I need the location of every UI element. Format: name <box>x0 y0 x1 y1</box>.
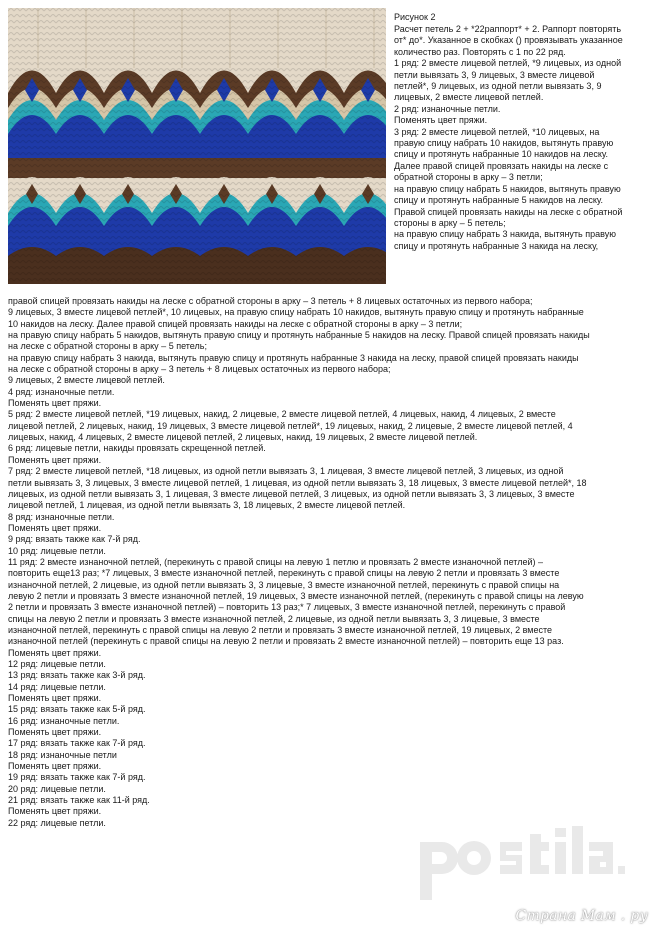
instruction-line: 9 лицевых, 3 вместе лицевой петлей*, 10 лицевых, на правую спицу набрать 10 накидов, вытянуть правую спицу и протянуть набранные <box>8 307 584 318</box>
instruction-line: 12 ряд: лицевые петли. <box>8 659 106 669</box>
instruction-line: 10 накидов на леску. Далее правой спицей провязать накиды на леске с обратной стороны в арку – 3 петли; <box>8 318 463 329</box>
instruction-line: 13 ряд: вязать также как 3-й ряд. <box>8 670 146 681</box>
knitting-photo-image <box>8 8 386 284</box>
instruction-line: на правую спицу набрать 3 накида, вытянуть правую спицу и протянуть набранные 3 накида на леску, правой спицей провязать накиды <box>8 352 579 363</box>
instruction-line: от* до*. Указанное в скобках () провязывать указанное <box>394 35 623 46</box>
instruction-line: Поменять цвет пряжи. <box>8 727 102 738</box>
instruction-line: правую спицу набрать 10 накидов, вытянуть правую <box>394 138 614 149</box>
instruction-line: спицу и протянуть набранные 10 накидов на леску. <box>394 149 608 160</box>
instruction-line: Поменять цвет пряжи. <box>8 647 102 658</box>
instruction-line: Поменять цвет пряжи. <box>8 761 102 772</box>
instruction-line: 9 лицевых, 2 вместе лицевой петлей. <box>8 375 165 386</box>
instruction-line: 16 ряд: изнаночные петли. <box>8 715 120 726</box>
instruction-line: 3 ряд: 2 вместе лицевой петлей, *10 лицевых, на <box>394 126 600 137</box>
instruction-line: лицевых, 2 вместе лицевой петлей. <box>394 92 544 103</box>
instruction-line: петли вывязать 3, 3 лицевых, 3 вместе лицевой петлей, 1 лицевая, из одной петли вывязать 3, 18 лицевых, 3 вместе лицевой петлей*, 18 <box>8 477 587 488</box>
instruction-line: 18 ряд: изнаночные петли <box>8 749 117 760</box>
instruction-line: 4 ряд: изнаночные петли. <box>8 386 115 397</box>
instruction-line: лицевой петлей, 1 лицевая, из одной петли вывязать 3, 18 лицевых, 2 вместе лицевой петлей. <box>8 500 406 511</box>
instruction-line: 11 ряд: 2 вместе изнаночной петлей, (перекинуть с правой спицы на левую 1 петлю и провязать 2 вместе изнаночной петлей) – <box>8 556 544 567</box>
instruction-line: Поменять цвет пряжи. <box>8 398 102 409</box>
instruction-line: левую 2 петли и провязать 3 вместе изнаночной петлей, 19 лицевых, 3 вместе изнаночной петлей, (перекинуть с правой спицы на левую <box>8 590 584 601</box>
instruction-line: Поменять цвет пряжи. <box>8 693 102 704</box>
instruction-line: на правую спицу набрать 5 накидов, вытянуть правую спицу и протянуть набранные 5 накидов на леску. Правой спицей провязать накиды <box>8 330 590 341</box>
instruction-line: 9 ряд: вязать также как 7-й ряд. <box>8 534 141 545</box>
instruction-line: Правой спицей провязать накиды на леске с обратной <box>394 206 623 217</box>
instruction-line: 14 ряд: лицевые петли. <box>8 681 106 692</box>
instruction-line: изнаночной петлей, перекинуть с правой спицы на левую 2 петли и провязать 3 вместе изнаночной петлей, 19 лицевых, 2 вместе <box>8 624 553 635</box>
postila-watermark <box>414 812 650 930</box>
instruction-line: 2 петли и провязать 3 вместе изнаночной петлей) – повторить 13 раз;* 7 лицевых, 3 вместе изнаночной петлей, перекинуть с правой <box>8 602 566 613</box>
instruction-line: спицу и протянуть набранные 5 накидов на леску. <box>394 195 603 206</box>
strana-mam-watermark: Страна Мам . ру <box>515 908 648 924</box>
instruction-line: на правую спицу набрать 5 накидов, вытянуть правую <box>394 183 621 194</box>
instructions-side-column <box>394 24 652 252</box>
instruction-line: лицевых, накид, 4 лицевых, 2 вместе лицевой петлей, 2 лицевых, накид, 19 лицевых, 2 вместе лицевой петлей. <box>8 432 478 443</box>
instruction-line: 22 ряд: лицевые петли. <box>8 817 106 828</box>
instruction-line: 19 ряд: вязать также как 7-й ряд. <box>8 772 146 783</box>
instruction-line: повторить еще13 раз; *7 лицевых, 3 вместе изнаночной петлей, перекинуть с правой спицы на левую 2 петли и провязать 3 вместе <box>8 568 560 579</box>
instruction-line: 8 ряд: изнаночные петли. <box>8 511 115 522</box>
instruction-line: 7 ряд: 2 вместе лицевой петлей, *18 лицевых, из одной петли вывязать 3, 1 лицевая, 3 вместе лицевой петлей, 3 лицевых, из одной <box>8 466 564 477</box>
instruction-line: обратной стороны в арку – 3 петли; <box>394 172 543 183</box>
instruction-line: Далее правой спицей провязать накиды на леске с <box>394 160 609 171</box>
instruction-line: спицы на левую 2 петли и провязать 3 вместе изнаночной петлей, 2 лицевые, из одной петли вывязать 3, 3 лицевые, 3 вместе <box>8 613 540 624</box>
instruction-line: лицевых, из одной петли вывязать 3, 1 лицевая, 3 вместе лицевой петлей, 3 лицевых, из одной петли вывязать 3, 3 лицевых, 3 вместе <box>8 488 575 499</box>
instruction-line: 5 ряд: 2 вместе лицевой петлей, *19 лицевых, накид, 2 лицевые, 2 вместе лицевой петлей, 4 лицевых, накид, 4 лицевых, 2 вместе <box>8 409 556 420</box>
instruction-line: изнаночной петлей (перекинуть с правой спицы на левую 2 петли и провязать 2 вместе изнаночной петлей) – повторить еще 13 раз. <box>8 636 564 647</box>
instruction-line: 15 ряд: вязать также как 5-й ряд. <box>8 704 146 715</box>
instruction-line: 2 ряд: изнаночные петли. <box>394 103 501 114</box>
instruction-line: Расчет петель 2 + *22раппорт* + 2. Раппорт повторять <box>394 24 622 34</box>
instruction-line: Поменять цвет пряжи. <box>8 806 102 817</box>
pattern-title: Рисунок 2 <box>394 12 436 22</box>
instruction-line: количество раз. Повторять с 1 по 22 ряд. <box>394 46 566 57</box>
instruction-line: изнаночной петлей, 2 лицевые, из одной петли вывязать 3, 3 лицевые, 3 вместе изнаночной петлей, перекинуть с правой спицы на <box>8 579 560 590</box>
instruction-line: Поменять цвет пряжи. <box>8 454 102 465</box>
instruction-line: на правую спицу набрать 3 накида, вытянуть правую <box>394 229 616 240</box>
instruction-line: лицевой петлей, 2 лицевых, накид, 19 лицевых, 3 вместе лицевой петлей*, 19 лицевых, накид, 2 лицевые, 2 вместе лицевой петлей, 4 <box>8 420 573 431</box>
instruction-line: Поменять цвет пряжи. <box>394 115 488 126</box>
instruction-line: 6 ряд: лицевые петли, накиды провязать скрещенной петлей. <box>8 443 266 454</box>
instruction-line: на леске с обратной стороны в арку – 3 петель + 8 лицевых остаточных из первого набора; <box>8 364 391 375</box>
instruction-line: 20 ряд: лицевые петли. <box>8 783 106 794</box>
instruction-line: 17 ряд: вязать также как 7-й ряд. <box>8 738 146 749</box>
instructions-main-column <box>8 296 654 829</box>
instruction-line: правой спицей провязать накиды на леске с обратной стороны в арку – 3 петель + 8 лицевых остаточных из первого набора; <box>8 296 533 306</box>
instruction-line: 1 ряд: 2 вместе лицевой петлей, *9 лицевых, из одной <box>394 58 622 69</box>
instruction-line: петли вывязать 3, 9 лицевых, 3 вместе лицевой <box>394 69 595 80</box>
instruction-line: петлей*, 9 лицевых, из одной петли вывязать 3, 9 <box>394 81 602 92</box>
instruction-line: стороны в арку – 5 петель; <box>394 217 506 228</box>
knitting-pattern-photo <box>8 8 386 284</box>
instruction-line: Поменять цвет пряжи. <box>8 522 102 533</box>
instruction-line: 21 ряд: вязать также как 11-й ряд. <box>8 795 150 806</box>
instruction-line: 10 ряд: лицевые петли. <box>8 545 106 556</box>
instruction-line: спицу и протянуть набранные 3 накида на леску, <box>394 240 599 251</box>
instruction-line: на леске с обратной стороны в арку – 5 петель; <box>8 341 207 352</box>
